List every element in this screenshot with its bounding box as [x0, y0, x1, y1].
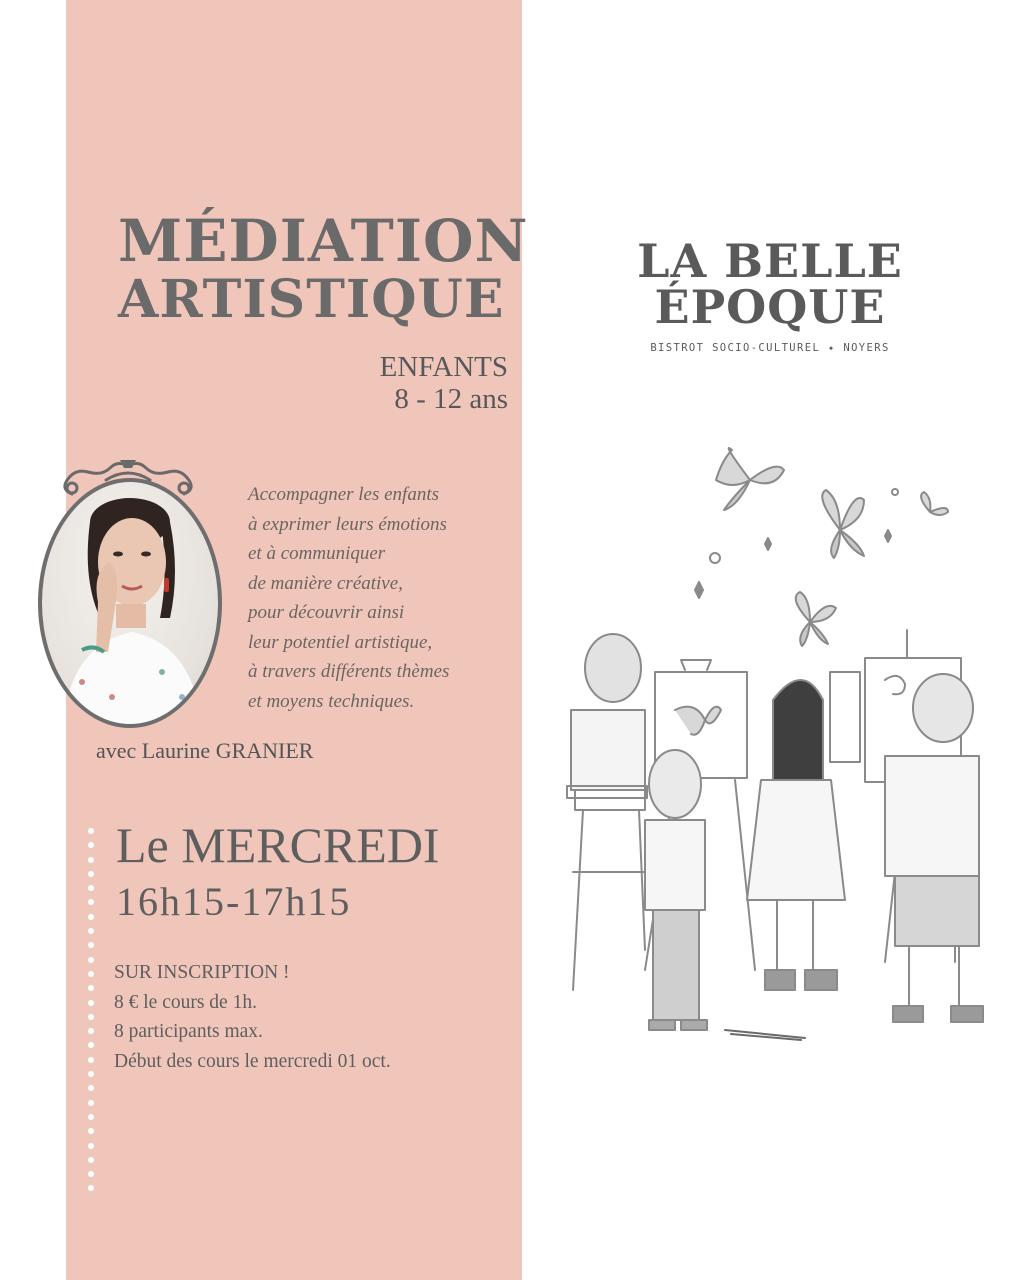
poster-title	[118, 207, 529, 330]
portrait-frame	[36, 458, 232, 730]
details-item: Début des cours le mercredi 01 oct.	[114, 1050, 391, 1072]
audience	[300, 352, 508, 416]
butterfly-icon	[822, 490, 864, 558]
quote-line: et moyens techniques.	[248, 690, 415, 712]
child-figure-icon	[567, 634, 647, 990]
butterfly-icon	[796, 592, 836, 646]
child-figure-icon	[645, 750, 707, 1030]
quote-line: de manière créative,	[248, 572, 403, 594]
logo-tagline: BISTROT SOCIO-CULTUREL ✦ NOYERS	[650, 342, 890, 354]
details-item: SUR INSCRIPTION !	[114, 962, 290, 983]
quote-line: à exprimer leurs émotions	[248, 513, 447, 535]
audience-label: ENFANTS	[379, 351, 508, 383]
quote-line: et à communiquer	[248, 543, 386, 564]
butterfly-icon	[716, 448, 784, 510]
title-line-2: ARTISTIQUE	[118, 269, 505, 330]
dot-divider	[88, 828, 98, 1073]
instructor-name: avec Laurine GRANIER	[96, 738, 314, 763]
quote-line: à travers différents thèmes	[248, 661, 450, 682]
age-range: 8 - 12 ans	[394, 382, 508, 415]
children-painting-illustration	[555, 440, 1005, 1080]
details-item: 8 participants max.	[114, 1021, 263, 1042]
venue-logo	[560, 234, 980, 354]
title-line-1: MÉDIATION	[118, 207, 529, 275]
portrait-photo	[38, 478, 222, 728]
quote-line: pour découvrir ainsi	[248, 602, 405, 623]
quote-line: leur potentiel artistique,	[248, 631, 433, 653]
logo-name: LA BELLE ÉPOQUE	[637, 234, 903, 334]
schedule-hours: 16h15-17h15	[116, 879, 352, 924]
schedule-day: Le MERCREDI	[116, 817, 440, 873]
description-quote	[248, 480, 508, 716]
details-list	[114, 958, 514, 1076]
woman-portrait-icon	[42, 482, 218, 724]
butterfly-icon	[921, 492, 948, 515]
details-item: 8 € le cours de 1h.	[114, 991, 257, 1013]
quote-line: Accompagner les enfants	[248, 484, 440, 505]
